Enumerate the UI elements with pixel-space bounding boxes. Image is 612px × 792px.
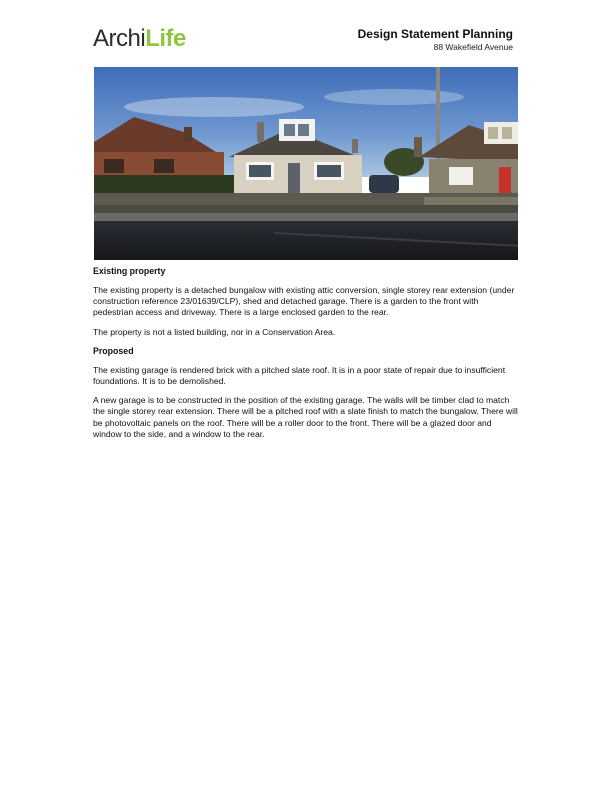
document-address: 88 Wakefield Avenue	[433, 42, 513, 52]
document-title: Design Statement Planning	[357, 27, 513, 41]
logo-text-life: Life	[145, 25, 186, 52]
paragraph-proposed-new-garage: A new garage is to be constructed in the position of the existing garage. The walls will be timber clad to match the single storey rear extension. There will be a pitched roof with a slate finish to match the bungalow. There will be photovoltaic panels on the roof. There will be a roller door to the front. There will be a glazed door and window to the side, and a window to the rear.	[93, 395, 518, 439]
archilife-logo	[93, 27, 186, 51]
section-heading-existing: Existing property	[93, 266, 166, 276]
section-heading-proposed: Proposed	[93, 345, 134, 356]
paragraph-proposed-demolition: The existing garage is rendered brick with a pitched slate roof. It is in a poor state of repair due to insufficient foundations. It is to be demolished.	[93, 364, 506, 387]
document-body	[93, 266, 518, 448]
paragraph-existing-description: The existing property is a detached bungalow with existing attic conversion, single storey rear extension (under construction reference 23/01639/CLP), shed and detached garage. There is a garden to the front with pedestrian access and driveway. There is a large enclosed garden to the rear.	[93, 285, 515, 318]
property-photo	[94, 67, 518, 260]
document-header	[358, 27, 513, 53]
logo-text-archi: Archi	[93, 25, 146, 52]
paragraph-listing-status: The property is not a listed building, nor in a Conservation Area.	[93, 326, 336, 337]
